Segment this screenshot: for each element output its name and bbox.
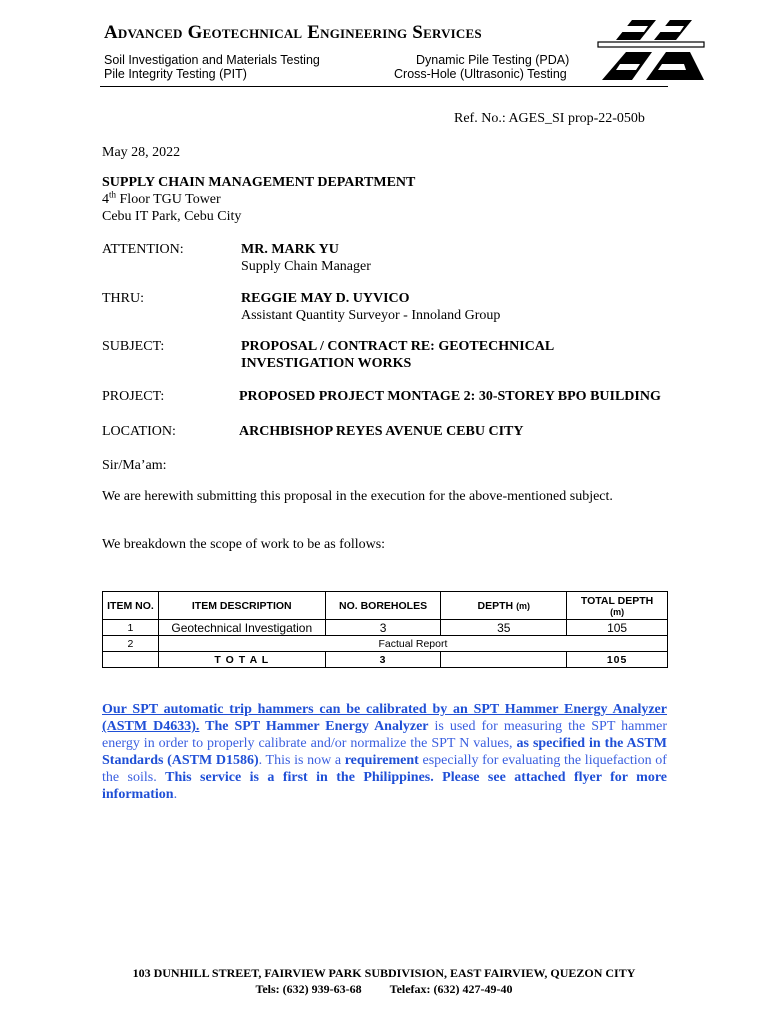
table-row [103, 620, 668, 636]
recipient-department: SUPPLY CHAIN MANAGEMENT DEPARTMENT [102, 175, 416, 190]
location-label: LOCATION: [102, 424, 176, 439]
spt-note-now: . This is now a [258, 753, 345, 768]
header-depth [441, 592, 567, 620]
thru-label: THRU: [102, 291, 144, 306]
recipient-floor [102, 189, 221, 208]
header-total-depth-unit: (m) [610, 606, 625, 617]
floor-rest: Floor TGU Tower [116, 192, 221, 207]
header-item-description: ITEM DESCRIPTION [158, 592, 325, 620]
service-soil-investigation: Soil Investigation and Materials Testing [104, 53, 320, 67]
cell-boreholes-1: 3 [325, 620, 441, 636]
header-divider [100, 86, 668, 87]
intro-paragraph: We are herewith submitting this proposal in the execution for the above-mentioned subject. [102, 489, 613, 504]
salutation: Sir/Ma’am: [102, 458, 167, 473]
attention-title: Supply Chain Manager [241, 259, 371, 274]
cell-total-label: T O T A L [158, 652, 325, 668]
project-label: PROJECT: [102, 389, 165, 404]
footer-telefax: Telefax: (632) 427-49-40 [389, 982, 513, 996]
ages-logo-icon [596, 14, 706, 84]
header-depth-unit: (m) [516, 600, 531, 611]
spt-note [102, 701, 667, 803]
subject-line-2: INVESTIGATION WORKS [241, 356, 412, 371]
floor-number: 4 [102, 192, 109, 207]
table-header-row [103, 592, 668, 620]
header-total-depth [567, 592, 668, 620]
attention-label: ATTENTION: [102, 242, 184, 257]
spt-note-analyzer: The SPT Hammer Energy Analyzer [199, 719, 429, 734]
spt-note-astm: as specified in the ASTM Standards (ASTM D1586) [102, 736, 667, 768]
table-total-row [103, 652, 668, 668]
spt-note-first: This service is a first in the Philippines. Please see attached flyer for more information [102, 770, 668, 802]
cell-total-depth-empty [441, 652, 567, 668]
cell-total-empty [103, 652, 159, 668]
recipient-city: Cebu IT Park, Cebu City [102, 209, 242, 224]
cell-total-depth: 105 [567, 652, 668, 668]
cell-total-boreholes: 3 [325, 652, 441, 668]
attention-name: MR. MARK YU [241, 242, 339, 257]
cell-desc-2: Factual Report [158, 636, 667, 652]
scope-table [102, 591, 668, 668]
footer-tels: Tels: (632) 939-63-68 [255, 982, 362, 996]
header-item-no: ITEM NO. [103, 592, 159, 620]
cell-item-1: 1 [103, 620, 159, 636]
company-name: Advanced Geotechnical Engineering Services [104, 22, 482, 43]
spt-note-requirement: requirement [344, 753, 419, 768]
floor-suffix: th [109, 189, 117, 200]
spt-note-sentence-2: is used for measuring the SPT hammer energy in order to properly calibrate and/or normalize the SPT N values, [102, 719, 667, 751]
cell-depth-1: 35 [441, 620, 567, 636]
cell-desc-1: Geotechnical Investigation [158, 620, 325, 636]
header-depth-label: DEPTH [477, 599, 514, 612]
table-row [103, 636, 668, 652]
subject-label: SUBJECT: [102, 339, 165, 354]
cell-item-2: 2 [103, 636, 159, 652]
footer-contacts [0, 982, 768, 997]
spt-note-end: . [173, 787, 178, 802]
header-total-depth-label: TOTAL DEPTH [580, 594, 654, 607]
scope-intro: We breakdown the scope of work to be as follows: [102, 537, 386, 552]
service-pile-integrity: Pile Integrity Testing (PIT) [104, 67, 247, 81]
subject-line-1: PROPOSAL / CONTRACT RE: GEOTECHNICAL [241, 339, 555, 354]
cell-total-1: 105 [567, 620, 668, 636]
letter-date: May 28, 2022 [102, 145, 181, 160]
location-value: ARCHBISHOP REYES AVENUE CEBU CITY [239, 424, 524, 439]
spt-note-sentence-1: Our SPT automatic trip hammers can be calibrated by an SPT Hammer Energy Analyzer (ASTM D4633). [102, 702, 667, 734]
thru-title: Assistant Quantity Surveyor - Innoland Group [241, 308, 501, 323]
footer-address: 103 DUNHILL STREET, FAIRVIEW PARK SUBDIVISION, EAST FAIRVIEW, QUEZON CITY [132, 966, 636, 980]
project-value: PROPOSED PROJECT MONTAGE 2: 30-STOREY BPO BUILDING [239, 389, 661, 404]
spt-note-liquefaction: especially for evaluating the liquefaction of the soils. [102, 753, 667, 785]
service-cross-hole: Cross-Hole (Ultrasonic) Testing [394, 67, 567, 81]
thru-name: REGGIE MAY D. UYVICO [241, 291, 410, 306]
service-dynamic-pile: Dynamic Pile Testing (PDA) [416, 53, 570, 67]
reference-number: Ref. No.: AGES_SI prop-22-050b [454, 111, 645, 126]
header-boreholes: NO. BOREHOLES [325, 592, 441, 620]
